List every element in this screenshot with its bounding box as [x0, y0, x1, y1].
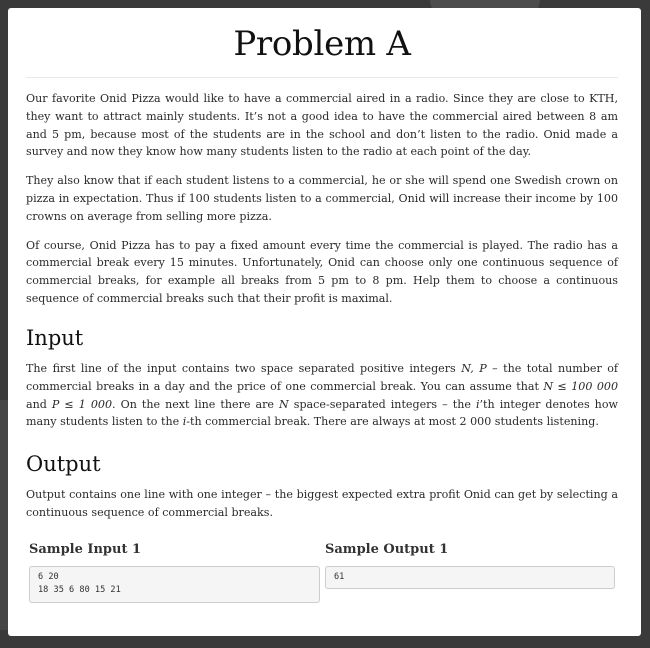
math-n: N — [279, 397, 289, 411]
math-n-p: N, P — [461, 362, 487, 375]
sample-output-label: Sample Output 1 — [325, 542, 449, 557]
input-description: The first line of the input contains two space separated positive integers N, P – the total number of commercial breaks in a day and the price of one commercial break. You can assume that N ≤ 100 000 and P ≤ 1 000. On the next line there are N space-separated integers – the i’th integer denotes how many students listen to the i-th commercial break. There are always at most 2 000 students listening. — [26, 362, 619, 429]
math-p-bound: P ≤ 1 000 — [51, 397, 113, 411]
output-section — [26, 452, 618, 522]
sample-input-label: Sample Input 1 — [29, 542, 142, 557]
sample-input-box[interactable] — [29, 566, 320, 603]
math-i-2: i — [182, 415, 187, 429]
problem-modal — [8, 8, 641, 636]
statement-paragraph-1: Our favorite Onid Pizza would like to have a commercial aired in a radio. Since they are close to KTH, they want to attract mainly students. It’s not a good idea to have the commercial aired between 8 am and 5 pm, because most of the students are in the school and don’t listen to the radio. Onid made a survey and now they know how many students listen to the radio at each point of the day. — [26, 92, 618, 159]
statement-section — [26, 90, 618, 308]
backdrop-edge — [0, 400, 8, 630]
statement-paragraph-3: Of course, Onid Pizza has to pay a fixed amount every time the commercial is played. The radio has a commercial break every 15 minutes. Unfortunately, Onid can choose only one continuous sequence of commercial breaks, for example all breaks from 5 pm to 8 pm. Help them to choose a continuous sequence of commercial breaks such that their profit is maximal. — [26, 238, 618, 305]
sample-input-line: 6 20 — [38, 572, 59, 582]
output-heading: Output — [26, 452, 101, 476]
sample-input-line: 18 35 6 80 15 21 — [38, 585, 121, 595]
statement-paragraph-2: They also know that if each student listens to a commercial, he or she will spend one Swedish crown on pizza in expectation. Thus if 100 students listen to a commercial, Onid will increase their income by 100 crowns on average from selling more pizza. — [26, 174, 618, 223]
math-2000: 2 000 — [459, 415, 492, 429]
input-heading: Input — [26, 326, 84, 350]
sample-output-box[interactable] — [325, 566, 615, 589]
math-i: i — [475, 397, 480, 411]
math-n-bound: N ≤ 100 000 — [543, 379, 619, 393]
sample-output-line: 61 — [334, 572, 345, 582]
title-divider — [26, 77, 618, 78]
input-section — [26, 326, 618, 431]
problem-title: Problem A — [233, 24, 411, 64]
output-description: Output contains one line with one integer – the biggest expected extra profit Onid can get by selecting a continuous sequence of commercial breaks. — [26, 488, 618, 519]
